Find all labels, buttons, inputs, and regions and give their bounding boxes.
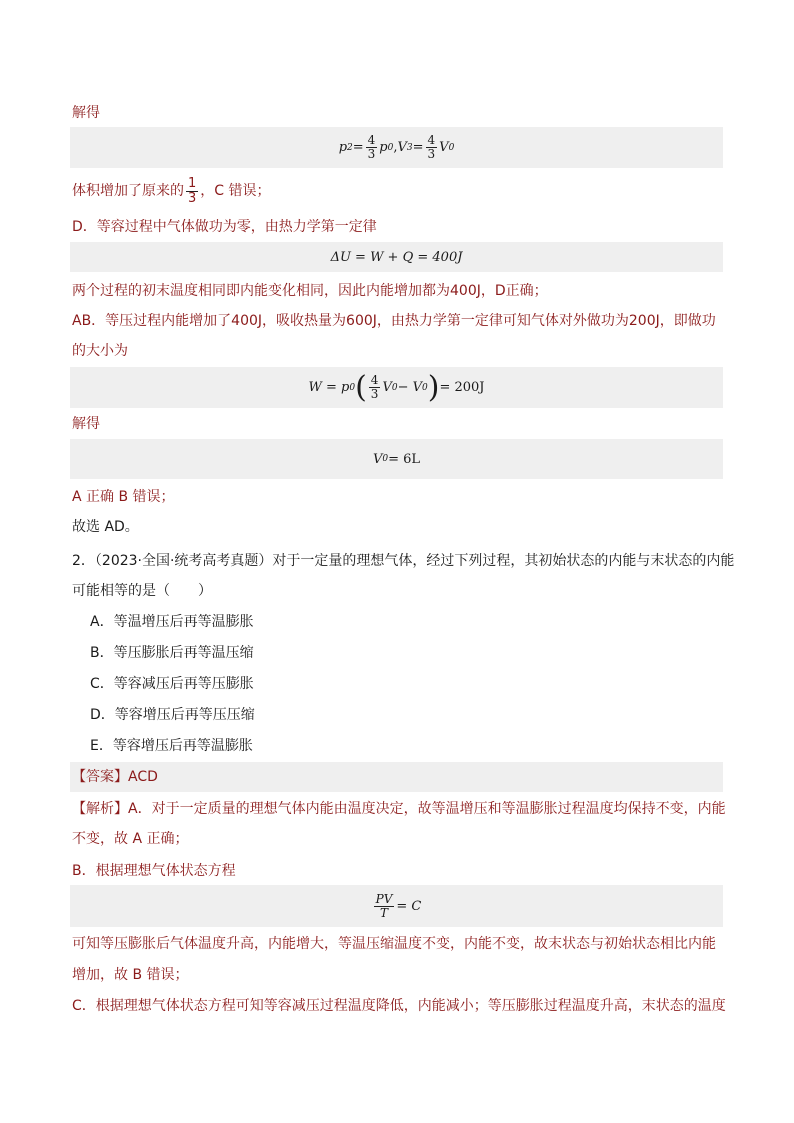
analysis-b: B．根据理想气体状态方程 xyxy=(72,863,236,879)
question-2-line-1: 2．（2023·全国·统考高考真题）对于一定量的理想气体，经过下列过程，其初始状态的内能与末状态的内能 xyxy=(72,553,735,569)
equation-v0: V 0 = 6L xyxy=(70,439,723,479)
equation-ideal-gas: $\frac{PV}{T}$ = C xyxy=(70,885,723,927)
answer-background xyxy=(70,762,723,792)
analysis-line-2: 不变，故 A 正确； xyxy=(72,831,189,847)
answer-value: ACD xyxy=(128,769,158,785)
equation-work: W = p 0 ( $\frac{4}{3}$ V 0 − V 0 ) = 200J xyxy=(70,367,723,408)
text-c-analysis: C．根据理想气体状态方程可知等容减压过程温度降低，内能减小；等压膨胀过程温度升高，末状态的温度 xyxy=(72,998,726,1014)
option-c: C．等容减压后再等压膨胀 xyxy=(90,676,254,692)
equation-first-law: ΔU = W + Q = 400J xyxy=(70,242,723,272)
answer-line xyxy=(72,767,158,787)
text-d-isochoric: D．等容过程中气体做功为零，由热力学第一定律 xyxy=(72,219,377,235)
text-volume-increase: 体积增加了原来的 $\frac{1}{3}$ ，C 错误； xyxy=(72,175,271,206)
equation-p2-v3: p 2 = $\frac{4}{3}$ p 0 , V 3 = $\frac{4}{3}$ V 0 xyxy=(70,127,723,168)
option-b: B．等压膨胀后再等温压缩 xyxy=(90,645,254,661)
text-ab-isobaric: AB．等压过程内能增加了400J，吸收热量为600J，由热力学第一定律可知气体对外做功为200J，即做功 xyxy=(72,313,716,329)
text-isobaric-expansion: 可知等压膨胀后气体温度升高，内能增大，等温压缩温度不变，内能不变，故末状态与初始状态相比内能 xyxy=(72,936,716,952)
analysis-label: 【解析】 xyxy=(72,801,128,817)
option-e: E．等容增压后再等温膨胀 xyxy=(90,738,253,754)
option-a: A．等温增压后再等温膨胀 xyxy=(90,614,254,630)
text-solve-2: 解得 xyxy=(72,416,100,432)
text-work-magnitude: 的大小为 xyxy=(72,343,128,359)
text-internal-energy: 两个过程的初末温度相同即内能变化相同，因此内能增加都为400J，D正确； xyxy=(72,283,548,299)
analysis-line-1: 【解析】A．对于一定质量的理想气体内能由温度决定，故等温增压和等温膨胀过程温度均保持不变，内能 xyxy=(72,801,726,817)
question-2-line-2: 可能相等的是（ ） xyxy=(72,583,212,599)
text-choose-ad: 故选 AD。 xyxy=(72,519,139,535)
answer-label: 【答案】 xyxy=(72,769,128,785)
text-a-correct: A 正确 B 错误； xyxy=(72,489,175,505)
option-d: D．等容增压后再等压压缩 xyxy=(90,707,255,723)
text-solve-1: 解得 xyxy=(72,105,100,121)
text-b-wrong: 增加，故 B 错误； xyxy=(72,967,189,983)
